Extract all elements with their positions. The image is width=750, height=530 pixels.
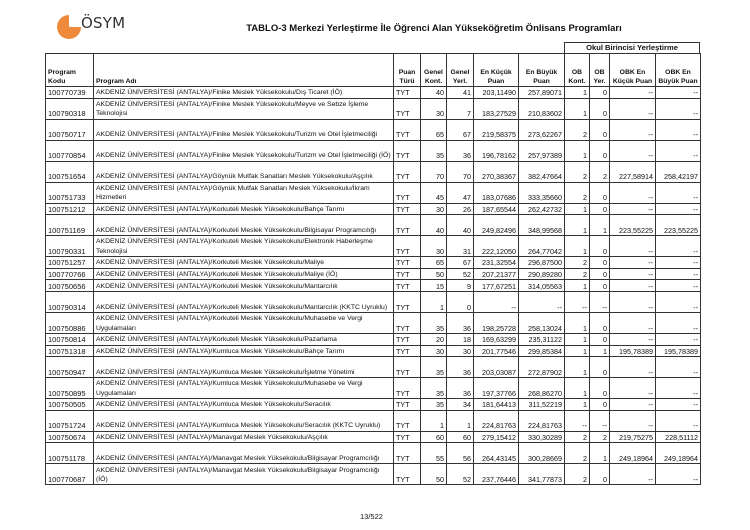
table-cell-name: AKDENİZ ÜNİVERSİTESİ (ANTALYA)/Korkuteli Meslek Yüksekokulu/Pazarlama — [94, 333, 394, 345]
table-cell-ob-quota: 2 — [565, 257, 590, 269]
table-row — [46, 464, 701, 485]
table-row — [46, 431, 701, 443]
table-cell-obk-max: -- — [656, 87, 701, 99]
table-cell-code: 100751212 — [46, 203, 94, 215]
table-cell-name: AKDENİZ ÜNİVERSİTESİ (ANTALYA)/Manavgat Meslek Yüksekokulu/Aşçılık — [94, 431, 394, 443]
table-cell-name: AKDENİZ ÜNİVERSİTESİ (ANTALYA)/Göynük Mutfak Sanatları Meslek Yüksekokulu/İkram Hizmetleri — [94, 182, 394, 203]
table-cell-code: 100750895 — [46, 378, 94, 399]
table-cell-min-score: 203,11490 — [474, 87, 519, 99]
table-cell-placed: 34 — [447, 399, 474, 411]
table-row — [46, 357, 701, 378]
table-cell-code: 100751169 — [46, 215, 94, 236]
table-cell-ob-placed: 0 — [590, 140, 610, 161]
table-body — [46, 87, 701, 485]
table-cell-min-score: 207,21377 — [474, 268, 519, 280]
table-cell-quota: 70 — [421, 161, 447, 182]
table-cell-obk-max: -- — [656, 280, 701, 292]
table-cell-score-type: TYT — [394, 443, 421, 464]
table-cell-ob-quota: 2 — [565, 443, 590, 464]
table-cell-ob-placed: 0 — [590, 203, 610, 215]
table-cell-ob-quota: 1 — [565, 236, 590, 257]
table-cell-max-score: 314,05563 — [519, 280, 565, 292]
table-cell-obk-max: -- — [656, 236, 701, 257]
table-row — [46, 268, 701, 280]
table-cell-max-score: -- — [519, 291, 565, 312]
table-cell-obk-max: -- — [656, 464, 701, 485]
table-cell-score-type: TYT — [394, 203, 421, 215]
table-cell-name: AKDENİZ ÜNİVERSİTESİ (ANTALYA)/Finike Meslek Yüksekokulu/Meyve ve Sebze İşleme Teknolojisi — [94, 98, 394, 119]
table-cell-min-score: 264,43145 — [474, 443, 519, 464]
table-cell-obk-max: -- — [656, 357, 701, 378]
table-cell-name: AKDENİZ ÜNİVERSİTESİ (ANTALYA)/Korkuteli Meslek Yüksekokulu/Bahçe Tarımı — [94, 203, 394, 215]
table-cell-code: 100770854 — [46, 140, 94, 161]
table-cell-code: 100770687 — [46, 464, 94, 485]
table-row — [46, 399, 701, 411]
col-header-max-score: En Büyük Puan — [519, 54, 565, 87]
table-cell-max-score: 330,30289 — [519, 431, 565, 443]
table-cell-ob-quota: 1 — [565, 357, 590, 378]
table-cell-obk-min: -- — [610, 182, 656, 203]
table-cell-score-type: TYT — [394, 140, 421, 161]
table-cell-max-score: 273,62267 — [519, 119, 565, 140]
table-cell-obk-min: 227,58914 — [610, 161, 656, 182]
table-row — [46, 236, 701, 257]
table-cell-placed: 18 — [447, 333, 474, 345]
table-cell-ob-quota: -- — [565, 410, 590, 431]
table-cell-obk-max: -- — [656, 182, 701, 203]
table-row — [46, 312, 701, 333]
table-cell-quota: 65 — [421, 119, 447, 140]
col-header-placed: Genel Yerl. — [447, 54, 474, 87]
table-row — [46, 182, 701, 203]
table-cell-score-type: TYT — [394, 399, 421, 411]
table-row — [46, 161, 701, 182]
table-row — [46, 140, 701, 161]
table-cell-ob-placed: 0 — [590, 357, 610, 378]
table-row — [46, 98, 701, 119]
table-cell-min-score: 203,03087 — [474, 357, 519, 378]
table-cell-placed: 7 — [447, 98, 474, 119]
table-cell-max-score: 224,81763 — [519, 410, 565, 431]
table-cell-obk-max: 258,42197 — [656, 161, 701, 182]
table-cell-code: 100751318 — [46, 345, 94, 357]
table-cell-quota: 60 — [421, 431, 447, 443]
table-cell-name: AKDENİZ ÜNİVERSİTESİ (ANTALYA)/Finike Meslek Yüksekokulu/Turizm ve Otel İşletmeciliği — [94, 119, 394, 140]
table-cell-ob-quota: 1 — [565, 280, 590, 292]
table-cell-ob-placed: 0 — [590, 399, 610, 411]
table-cell-obk-max: 228,51112 — [656, 431, 701, 443]
table-cell-score-type: TYT — [394, 257, 421, 269]
table-cell-obk-min: 219,75275 — [610, 431, 656, 443]
table-cell-ob-quota: 2 — [565, 431, 590, 443]
table-cell-placed: 56 — [447, 443, 474, 464]
table-cell-name: AKDENİZ ÜNİVERSİTESİ (ANTALYA)/Finike Meslek Yüksekokulu/Turizm ve Otel İşletmeciliği (İÖ) — [94, 140, 394, 161]
table-cell-quota: 65 — [421, 257, 447, 269]
table-cell-code: 100750947 — [46, 357, 94, 378]
table-cell-max-score: 333,35660 — [519, 182, 565, 203]
table-cell-name: AKDENİZ ÜNİVERSİTESİ (ANTALYA)/Korkuteli Meslek Yüksekokulu/Elektronik Haberleşme Teknolojisi — [94, 236, 394, 257]
table-cell-obk-min: -- — [610, 280, 656, 292]
col-header-ob-quota: OB Kont. — [565, 54, 590, 87]
table-cell-placed: 9 — [447, 280, 474, 292]
table-cell-score-type: TYT — [394, 280, 421, 292]
table-cell-max-score: 341,77873 — [519, 464, 565, 485]
table-cell-ob-quota: 1 — [565, 378, 590, 399]
table-cell-quota: 30 — [421, 345, 447, 357]
table-cell-obk-min: 223,55225 — [610, 215, 656, 236]
table-cell-obk-max: 195,78389 — [656, 345, 701, 357]
table-cell-ob-placed: 0 — [590, 87, 610, 99]
table-cell-code: 100751654 — [46, 161, 94, 182]
table-cell-score-type: TYT — [394, 215, 421, 236]
table-cell-code: 100770739 — [46, 87, 94, 99]
table-cell-placed: 30 — [447, 345, 474, 357]
programs-table — [45, 53, 701, 485]
table-cell-score-type: TYT — [394, 431, 421, 443]
table-cell-name: AKDENİZ ÜNİVERSİTESİ (ANTALYA)/Korkuteli Meslek Yüksekokulu/Mantarcılık (KKTC Uyruklu) — [94, 291, 394, 312]
table-cell-name: AKDENİZ ÜNİVERSİTESİ (ANTALYA)/Göynük Mutfak Sanatları Meslek Yüksekokulu/Aşçılık — [94, 161, 394, 182]
table-cell-min-score: 219,58375 — [474, 119, 519, 140]
table-cell-name: AKDENİZ ÜNİVERSİTESİ (ANTALYA)/Kumluca Meslek Yüksekokulu/Seracılık — [94, 399, 394, 411]
table-cell-code: 100751724 — [46, 410, 94, 431]
table-cell-quota: 40 — [421, 87, 447, 99]
col-header-score-type: Puan Türü — [394, 54, 421, 87]
table-cell-obk-min: -- — [610, 291, 656, 312]
table-cell-obk-min: -- — [610, 140, 656, 161]
table-cell-obk-min: -- — [610, 312, 656, 333]
table-cell-obk-max: -- — [656, 378, 701, 399]
table-cell-code: 100750717 — [46, 119, 94, 140]
table-cell-min-score: 237,76446 — [474, 464, 519, 485]
table-cell-obk-max: -- — [656, 119, 701, 140]
table-cell-min-score: 222,12050 — [474, 236, 519, 257]
table-cell-min-score: 279,15412 — [474, 431, 519, 443]
table-cell-placed: 1 — [447, 410, 474, 431]
table-cell-score-type: TYT — [394, 182, 421, 203]
table-row — [46, 345, 701, 357]
table-cell-min-score: 177,67251 — [474, 280, 519, 292]
table-cell-obk-max: -- — [656, 268, 701, 280]
table-cell-name: AKDENİZ ÜNİVERSİTESİ (ANTALYA)/Finike Meslek Yüksekokulu/Dış Ticaret (İÖ) — [94, 87, 394, 99]
table-cell-code: 100751257 — [46, 257, 94, 269]
table-cell-max-score: 210,83602 — [519, 98, 565, 119]
table-cell-placed: 52 — [447, 464, 474, 485]
table-cell-score-type: TYT — [394, 98, 421, 119]
table-cell-obk-min: -- — [610, 410, 656, 431]
table-cell-min-score: 224,81763 — [474, 410, 519, 431]
table-cell-obk-max: 223,55225 — [656, 215, 701, 236]
table-cell-ob-quota: 1 — [565, 312, 590, 333]
table-cell-name: AKDENİZ ÜNİVERSİTESİ (ANTALYA)/Korkuteli Meslek Yüksekokulu/Mantarcılık — [94, 280, 394, 292]
table-row — [46, 215, 701, 236]
table-cell-placed: 36 — [447, 312, 474, 333]
table-cell-max-score: 268,86270 — [519, 378, 565, 399]
table-cell-quota: 1 — [421, 291, 447, 312]
table-cell-placed: 47 — [447, 182, 474, 203]
table-cell-code: 100750674 — [46, 431, 94, 443]
table-cell-ob-quota: 1 — [565, 98, 590, 119]
table-cell-code: 100790331 — [46, 236, 94, 257]
table-row — [46, 410, 701, 431]
table-cell-quota: 35 — [421, 312, 447, 333]
table-cell-code: 100750505 — [46, 399, 94, 411]
table-cell-ob-placed: 2 — [590, 161, 610, 182]
table-cell-ob-placed: 0 — [590, 378, 610, 399]
table-cell-min-score: -- — [474, 291, 519, 312]
table-cell-min-score: 198,25728 — [474, 312, 519, 333]
table-row — [46, 333, 701, 345]
table-cell-obk-min: -- — [610, 257, 656, 269]
table-cell-max-score: 257,97389 — [519, 140, 565, 161]
table-cell-obk-min: -- — [610, 268, 656, 280]
table-cell-obk-max: -- — [656, 333, 701, 345]
table-cell-score-type: TYT — [394, 345, 421, 357]
table-cell-ob-quota: 2 — [565, 182, 590, 203]
table-cell-ob-placed: 1 — [590, 345, 610, 357]
table-cell-placed: 0 — [447, 291, 474, 312]
table-row — [46, 280, 701, 292]
table-cell-score-type: TYT — [394, 464, 421, 485]
table-cell-max-score: 296,87500 — [519, 257, 565, 269]
table-cell-quota: 35 — [421, 357, 447, 378]
table-cell-placed: 40 — [447, 215, 474, 236]
table-cell-ob-placed: 0 — [590, 98, 610, 119]
table-cell-quota: 30 — [421, 236, 447, 257]
table-cell-ob-quota: 1 — [565, 140, 590, 161]
table-cell-obk-min: -- — [610, 236, 656, 257]
table-cell-placed: 67 — [447, 257, 474, 269]
table-cell-code: 100750656 — [46, 280, 94, 292]
table-cell-max-score: 262,42732 — [519, 203, 565, 215]
table-cell-obk-min: -- — [610, 378, 656, 399]
table-cell-ob-placed: 0 — [590, 268, 610, 280]
table-cell-score-type: TYT — [394, 312, 421, 333]
logo-text: ÖSYM — [81, 14, 126, 32]
table-cell-ob-placed: 0 — [590, 312, 610, 333]
table-cell-ob-quota: 2 — [565, 464, 590, 485]
table-cell-ob-placed: 1 — [590, 215, 610, 236]
table-cell-code: 100751178 — [46, 443, 94, 464]
col-header-obk-max: OBK En Büyük Puan — [656, 54, 701, 87]
table-cell-obk-min: 195,78389 — [610, 345, 656, 357]
table-cell-code: 100790318 — [46, 98, 94, 119]
table-cell-placed: 36 — [447, 357, 474, 378]
table-cell-max-score: 299,85384 — [519, 345, 565, 357]
table-cell-obk-max: -- — [656, 312, 701, 333]
table-cell-max-score: 300,28669 — [519, 443, 565, 464]
page-number: 13/522 — [360, 512, 383, 521]
table-cell-score-type: TYT — [394, 268, 421, 280]
table-cell-obk-min: -- — [610, 87, 656, 99]
table-cell-name: AKDENİZ ÜNİVERSİTESİ (ANTALYA)/Korkuteli Meslek Yüksekokulu/Muhasebe ve Vergi Uygulamaları — [94, 312, 394, 333]
col-header-name: Program Adı — [94, 54, 394, 87]
table-cell-ob-placed: -- — [590, 410, 610, 431]
table-cell-ob-quota: 2 — [565, 268, 590, 280]
table-cell-max-score: 257,89071 — [519, 87, 565, 99]
table-cell-name: AKDENİZ ÜNİVERSİTESİ (ANTALYA)/Kumluca Meslek Yüksekokulu/Seracılık (KKTC Uyruklu) — [94, 410, 394, 431]
table-cell-name: AKDENİZ ÜNİVERSİTESİ (ANTALYA)/Manavgat Meslek Yüksekokulu/Bilgisayar Programcılığı (İÖ) — [94, 464, 394, 485]
table-cell-max-score: 264,77042 — [519, 236, 565, 257]
table-cell-name: AKDENİZ ÜNİVERSİTESİ (ANTALYA)/Kumluca Meslek Yüksekokulu/İşletme Yönetimi — [94, 357, 394, 378]
table-cell-quota: 45 — [421, 182, 447, 203]
table-cell-quota: 20 — [421, 333, 447, 345]
table-cell-min-score: 183,27529 — [474, 98, 519, 119]
table-cell-obk-min: -- — [610, 333, 656, 345]
table-cell-max-score: 382,47664 — [519, 161, 565, 182]
table-cell-ob-quota: 1 — [565, 333, 590, 345]
table-cell-quota: 15 — [421, 280, 447, 292]
table-cell-score-type: TYT — [394, 357, 421, 378]
table-cell-ob-quota: -- — [565, 291, 590, 312]
table-cell-obk-max: -- — [656, 140, 701, 161]
table-cell-obk-min: -- — [610, 98, 656, 119]
table-cell-score-type: TYT — [394, 161, 421, 182]
col-header-obk-min: OBK En Küçük Puan — [610, 54, 656, 87]
table-cell-ob-placed: 0 — [590, 257, 610, 269]
table-cell-name: AKDENİZ ÜNİVERSİTESİ (ANTALYA)/Korkuteli Meslek Yüksekokulu/Maliye (İÖ) — [94, 268, 394, 280]
table-cell-obk-min: 249,18964 — [610, 443, 656, 464]
table-row — [46, 119, 701, 140]
col-header-min-score: En Küçük Puan — [474, 54, 519, 87]
table-cell-obk-min: -- — [610, 357, 656, 378]
table-row — [46, 203, 701, 215]
table-cell-placed: 60 — [447, 431, 474, 443]
col-header-ob-placed: OB Yer. — [590, 54, 610, 87]
table-cell-ob-placed: 1 — [590, 443, 610, 464]
table-cell-placed: 67 — [447, 119, 474, 140]
table-cell-max-score: 258,13024 — [519, 312, 565, 333]
table-cell-obk-max: -- — [656, 410, 701, 431]
table-cell-min-score: 201,77546 — [474, 345, 519, 357]
col-header-code: Program Kodu — [46, 54, 94, 87]
table-cell-obk-min: -- — [610, 464, 656, 485]
table-cell-quota: 35 — [421, 399, 447, 411]
table-cell-quota: 30 — [421, 203, 447, 215]
table-cell-code: 100751733 — [46, 182, 94, 203]
table-cell-min-score: 270,38367 — [474, 161, 519, 182]
table-cell-obk-min: -- — [610, 203, 656, 215]
table-cell-max-score: 272,87902 — [519, 357, 565, 378]
table-cell-name: AKDENİZ ÜNİVERSİTESİ (ANTALYA)/Kumluca Meslek Yüksekokulu/Bahçe Tarımı — [94, 345, 394, 357]
table-header-row — [46, 54, 701, 87]
table-cell-ob-quota: 1 — [565, 87, 590, 99]
table-cell-code: 100750886 — [46, 312, 94, 333]
ob-group-header: Okul Birincisi Yerleştirme — [564, 42, 700, 53]
table-cell-ob-placed: 2 — [590, 431, 610, 443]
table-cell-ob-placed: 0 — [590, 236, 610, 257]
table-cell-ob-quota: 2 — [565, 119, 590, 140]
table-cell-quota: 35 — [421, 378, 447, 399]
table-row — [46, 257, 701, 269]
table-row — [46, 87, 701, 99]
table-cell-obk-max: -- — [656, 291, 701, 312]
table-cell-placed: 31 — [447, 236, 474, 257]
table-cell-min-score: 231,32554 — [474, 257, 519, 269]
table-cell-quota: 50 — [421, 268, 447, 280]
page-title: TABLO-3 Merkezi Yerleştirme İle Öğrenci Alan Yükseköğretim Önlisans Programları — [246, 23, 622, 34]
table-cell-min-score: 197,37766 — [474, 378, 519, 399]
table-cell-obk-min: -- — [610, 399, 656, 411]
table-cell-name: AKDENİZ ÜNİVERSİTESİ (ANTALYA)/Kumluca Meslek Yüksekokulu/Muhasebe ve Vergi Uygulamaları — [94, 378, 394, 399]
table-cell-ob-quota: 1 — [565, 203, 590, 215]
table-cell-max-score: 290,89280 — [519, 268, 565, 280]
table-cell-score-type: TYT — [394, 333, 421, 345]
table-row — [46, 443, 701, 464]
table-cell-min-score: 181,64413 — [474, 399, 519, 411]
table-cell-placed: 70 — [447, 161, 474, 182]
table-cell-placed: 36 — [447, 378, 474, 399]
table-cell-max-score: 348,99568 — [519, 215, 565, 236]
table-cell-code: 100770766 — [46, 268, 94, 280]
table-cell-max-score: 311,52219 — [519, 399, 565, 411]
table-cell-placed: 52 — [447, 268, 474, 280]
table-cell-ob-placed: 0 — [590, 182, 610, 203]
table-cell-ob-placed: 0 — [590, 464, 610, 485]
table-cell-max-score: 235,31122 — [519, 333, 565, 345]
table-cell-quota: 40 — [421, 215, 447, 236]
table-cell-score-type: TYT — [394, 236, 421, 257]
table-cell-quota: 30 — [421, 98, 447, 119]
table-cell-ob-quota: 1 — [565, 399, 590, 411]
table-cell-min-score: 249,82496 — [474, 215, 519, 236]
table-cell-obk-max: -- — [656, 257, 701, 269]
table-row — [46, 291, 701, 312]
table-cell-score-type: TYT — [394, 378, 421, 399]
table-cell-obk-max: -- — [656, 98, 701, 119]
table-cell-name: AKDENİZ ÜNİVERSİTESİ (ANTALYA)/Korkuteli Meslek Yüksekokulu/Maliye — [94, 257, 394, 269]
table-cell-obk-max: 249,18964 — [656, 443, 701, 464]
table-cell-placed: 36 — [447, 140, 474, 161]
table-cell-quota: 55 — [421, 443, 447, 464]
table-cell-code: 100790314 — [46, 291, 94, 312]
table-cell-obk-min: -- — [610, 119, 656, 140]
table-cell-score-type: TYT — [394, 119, 421, 140]
table-cell-code: 100750814 — [46, 333, 94, 345]
col-header-quota: Genel Kont. — [421, 54, 447, 87]
table-cell-ob-placed: 0 — [590, 333, 610, 345]
table-cell-name: AKDENİZ ÜNİVERSİTESİ (ANTALYA)/Korkuteli Meslek Yüksekokulu/Bilgisayar Programcılığı — [94, 215, 394, 236]
table-cell-quota: 1 — [421, 410, 447, 431]
table-cell-score-type: TYT — [394, 291, 421, 312]
table-cell-min-score: 183,07686 — [474, 182, 519, 203]
table-cell-quota: 50 — [421, 464, 447, 485]
table-cell-score-type: TYT — [394, 410, 421, 431]
table-cell-obk-max: -- — [656, 203, 701, 215]
table-cell-ob-placed: -- — [590, 291, 610, 312]
table-cell-name: AKDENİZ ÜNİVERSİTESİ (ANTALYA)/Manavgat Meslek Yüksekokulu/Bilgisayar Programcılığı — [94, 443, 394, 464]
table-cell-min-score: 187,65544 — [474, 203, 519, 215]
table-cell-ob-placed: 0 — [590, 280, 610, 292]
table-cell-min-score: 169,63299 — [474, 333, 519, 345]
table-cell-ob-placed: 0 — [590, 119, 610, 140]
table-cell-ob-quota: 1 — [565, 215, 590, 236]
table-cell-min-score: 196,78162 — [474, 140, 519, 161]
table-cell-obk-max: -- — [656, 399, 701, 411]
table-cell-placed: 26 — [447, 203, 474, 215]
table-cell-ob-quota: 2 — [565, 161, 590, 182]
table-cell-ob-quota: 1 — [565, 345, 590, 357]
table-cell-quota: 35 — [421, 140, 447, 161]
table-cell-placed: 41 — [447, 87, 474, 99]
table-cell-score-type: TYT — [394, 87, 421, 99]
table-row — [46, 378, 701, 399]
